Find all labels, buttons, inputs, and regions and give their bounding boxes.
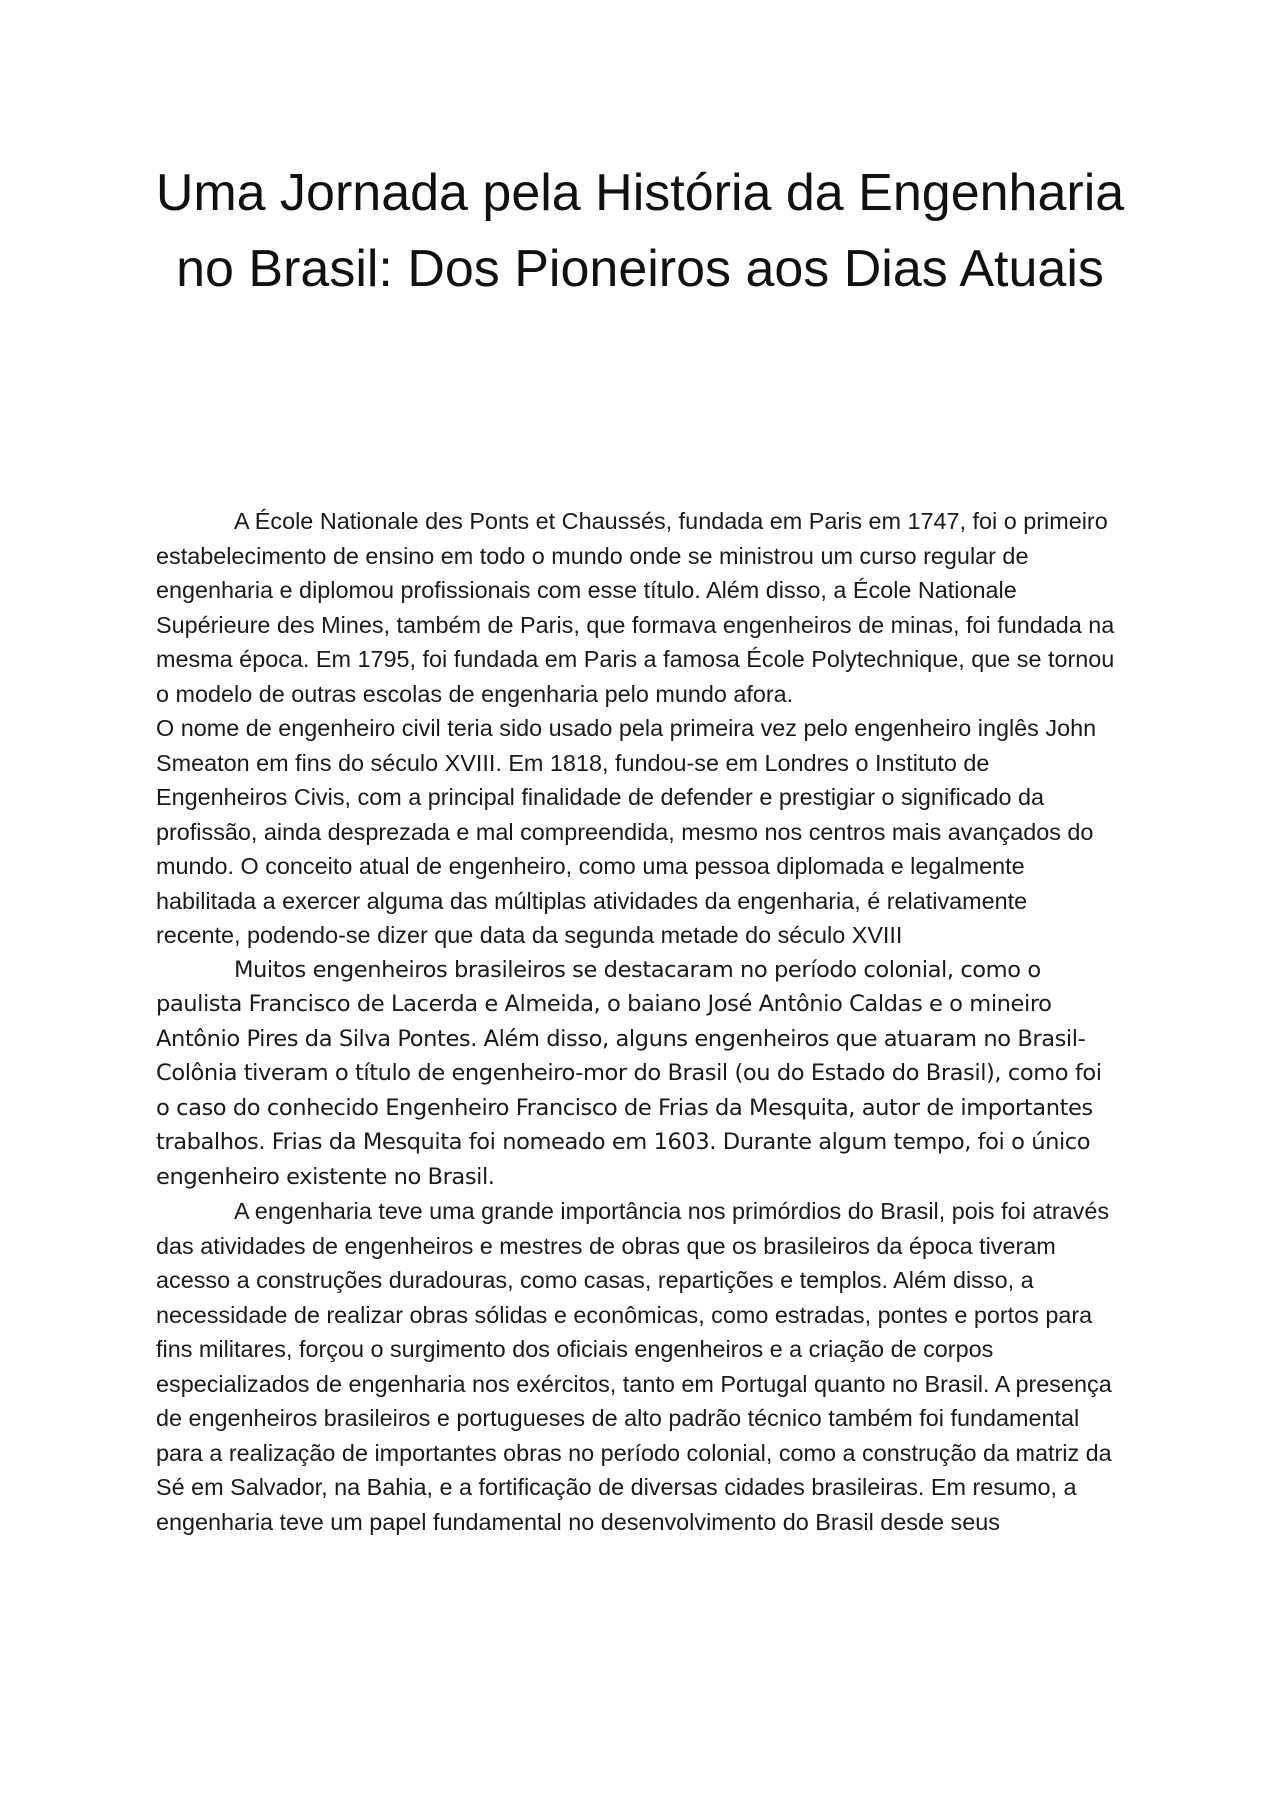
page-title: Uma Jornada pela História da Engenharia no Brasil: Dos Pioneiros aos Dias Atuais [155, 164, 1125, 298]
paragraph-ecole-nationale: A École Nationale des Ponts et Chaussés, fundada em Paris em 1747, foi o primeiro estabelecimento de ensino em todo o mundo onde se ministrou um curso regular de engenharia e diplomou profissionais com esse título. Além disso, a École Nationale Supérieure des Mines, também de Paris, que formava engenheiros de minas, foi fundada na mesma época. Em 1795, foi fundada em Paris a famosa École Polytechnique, que se tornou o modelo de outras escolas de engenharia pelo mundo afora. [156, 508, 1115, 707]
document-body [156, 504, 1116, 1539]
paragraph-engenheiro-civil: O nome de engenheiro civil teria sido usado pela primeira vez pelo engenheiro inglês John Smeaton em fins do século XVIII. Em 1818, fundou-se em Londres o Instituto de Engenheiros Civis, com a principal finalidade de defender e prestigiar o significado da profissão, ainda desprezada e mal compreendida, mesmo nos centros mais avançados do mundo. O conceito atual de engenheiro, como uma pessoa diplomada e legalmente habilitada a exercer alguma das múltiplas atividades da engenharia, é relativamente recente, podendo-se dizer que data da segunda metade do século XVIII [156, 715, 1097, 948]
paragraph-importancia-engenharia: A engenharia teve uma grande importância nos primórdios do Brasil, pois foi através das atividades de engenheiros e mestres de obras que os brasileiros da época tiveram acesso a construções duradouras, como casas, repartições e templos. Além disso, a necessidade de realizar obras sólidas e econômicas, como estradas, pontes e portos para fins militares, forçou o surgimento dos oficiais engenheiros e a criação de corpos especializados de engenharia nos exércitos, tanto em Portugal quanto no Brasil. A presença de engenheiros brasileiros e portugueses de alto padrão técnico também foi fundamental para a realização de importantes obras no período colonial, como a construção da matriz da Sé em Salvador, na Bahia, e a fortificação de diversas cidades brasileiras. Em resumo, a engenharia teve um papel fundamental no desenvolvimento do Brasil desde seus [156, 1198, 1112, 1535]
paragraph-engenheiros-coloniais: Muitos engenheiros brasileiros se destacaram no período colonial, como o paulista Francisco de Lacerda e Almeida, o baiano José Antônio Caldas e o mineiro Antônio Pires da Silva Pontes. Além disso, alguns engenheiros que atuaram no Brasil-Colônia tiveram o título de engenheiro-mor do Brasil (ou do Estado do Brasil), como foi o caso do conhecido Engenheiro Francisco de Frias da Mesquita, autor de importantes trabalhos. Frias da Mesquita foi nomeado em 1603. Durante algum tempo, foi o único engenheiro existente no Brasil. [156, 956, 1102, 1190]
